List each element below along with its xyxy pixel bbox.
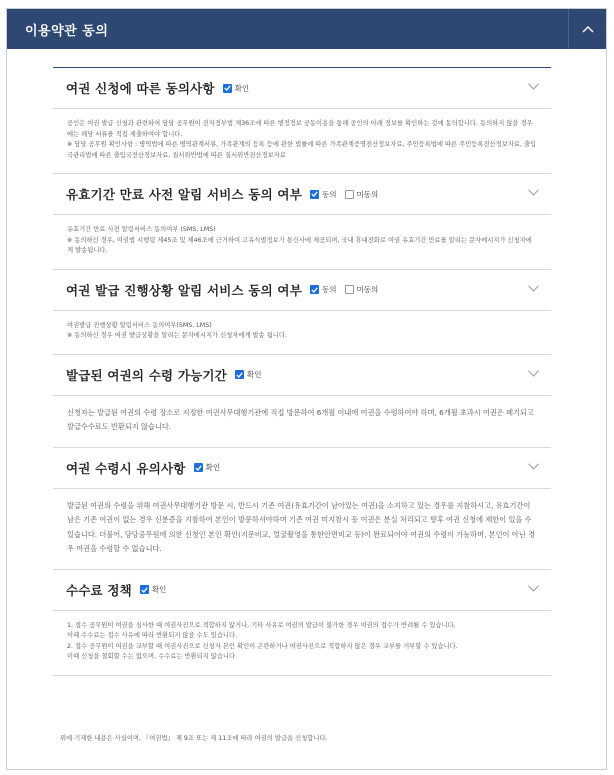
chevron-up-icon bbox=[582, 25, 594, 33]
consent-options bbox=[140, 584, 175, 595]
section-header[interactable] bbox=[53, 570, 551, 611]
checkbox-checked[interactable] bbox=[310, 285, 319, 294]
consent-options bbox=[310, 284, 386, 295]
section-body-text: 발급된 여권의 수령을 위해 여권사무대행기관 방문 시, 반드시 기존 여권(유효기간이 남아있는 여권)을 소지하고 있는 경우를 지참하시고, 유효기간이 남은 기존 여권이 없는 경우 신분증을 지참하여 본인이 방문하셔야하며 기존 여권 미지참시 동 여권은 분실 처리되고 향후 여권 신청에 제한이 있을 수 있습니다. 더불어, 담당공무원에 의한 신청인 본인 확인(지문비교, 얼굴촬영을 통한안면비교 등)이 완료되어야 여권의 수령이 가능하며, 본인이 아닌 경우 여권을 수령할 수 없습니다. bbox=[67, 500, 535, 553]
consent-options bbox=[223, 83, 258, 94]
consent-options bbox=[235, 369, 270, 380]
terms-sections bbox=[53, 67, 551, 676]
chevron-down-icon[interactable] bbox=[528, 285, 539, 292]
checkbox-label[interactable]: 확인 bbox=[151, 585, 167, 594]
chevron-down-icon[interactable] bbox=[528, 463, 539, 470]
section-body-text: 공인은 여권 발급 신청과 관련하여 담당 공무원이 전자정부법 제36조에 따른 행정정보 공동이용을 통해 공인의 아래 정보를 확인하는 것에 동의합니다. 동의하지 않을 경우에는 해당 서류를 직접 제출하여야 합니다. ※ 담당 공무원 확인사항 : 병역법에 따른 병역관계서류, 가족관계의 등록 등에 관한 법률에 따른 가족관계증명전산정보자료, 주민등록법에 따른 주민등록전산정보자료, 출입국관리법에 따른 출입국전산정보자료, 질서위반법에 따른 질서위반전산정보자료 bbox=[67, 120, 537, 159]
checkbox-checked[interactable] bbox=[223, 84, 232, 93]
checkbox-checked[interactable] bbox=[310, 190, 319, 199]
chevron-down-icon[interactable] bbox=[528, 83, 539, 90]
section-title: 여권 신청에 따른 동의사항 bbox=[66, 81, 215, 96]
section-body bbox=[53, 489, 551, 570]
section-body bbox=[53, 311, 551, 355]
section-title: 발급된 여권의 수령 가능기간 bbox=[66, 367, 227, 383]
section-header[interactable] bbox=[53, 68, 551, 109]
consent-options bbox=[194, 462, 229, 473]
section-body bbox=[53, 109, 551, 174]
chevron-down-icon[interactable] bbox=[528, 585, 539, 592]
checkbox-checked[interactable] bbox=[235, 370, 244, 379]
section-body-text: 여권발급 진행상황 알림서비스 동의여부(SMS, LMS) ※ 동의하신 경우 여권 발급상황을 알리는 문자메시지가 신청자에게 발송 됩니다. bbox=[67, 321, 287, 339]
section-title: 유효기간 만료 사전 알림 서비스 동의 여부 bbox=[66, 187, 302, 202]
checkbox-label[interactable]: 미동의 bbox=[356, 189, 379, 199]
panel-header bbox=[7, 9, 606, 49]
checkbox-unchecked[interactable] bbox=[345, 190, 354, 199]
checkbox-label[interactable]: 확인 bbox=[246, 370, 262, 379]
section-body bbox=[53, 396, 551, 448]
section-title: 여권 수령시 유의사항 bbox=[66, 460, 186, 476]
section-body-text: 신청자는 발급된 여권의 수령 장소로 지정한 여권사무대행기관에 직접 방문하여 6개월 이내에 여권을 수령하여야 하며, 6개월 초과시 여권은 폐기되고 발급수수료도 반환되지 않습니다. bbox=[67, 407, 534, 431]
consent-options bbox=[310, 189, 386, 200]
checkbox-label[interactable]: 확인 bbox=[205, 463, 221, 472]
collapse-panel-button[interactable] bbox=[568, 9, 606, 49]
checkbox-label[interactable]: 확인 bbox=[234, 83, 250, 93]
checkbox-label[interactable]: 동의 bbox=[322, 285, 337, 294]
section-body-text: 1. 접수 공무원이 여권을 심사한 때 여권사진으로 적합하지 않거나, 기타 사유로 여권의 발급이 불가한 경우 여권의 접수가 반려될 수 있습니다. 이때 수수료는 접수 사유에 따라 반환되지 않을 수도 있습니다. 2. 접수 공무원이 여권을 교부할 때 여권사진으로 신청자 본인 확인이 곤란하거나 여권사진으로 적합하지 않은 경우 교부를 거부할 수 있습니다. 이때 신청을 철회할 수는 없으며, 수수료는 반환되지 않습니다. bbox=[67, 621, 458, 660]
chevron-down-icon[interactable] bbox=[528, 370, 539, 377]
checkbox-label[interactable]: 미동의 bbox=[356, 285, 379, 294]
section-title: 수수료 정책 bbox=[66, 582, 132, 598]
section-header[interactable] bbox=[53, 270, 551, 311]
checkbox-label[interactable]: 동의 bbox=[322, 189, 337, 199]
section-header[interactable] bbox=[53, 174, 551, 215]
section-body bbox=[53, 611, 551, 676]
checkbox-checked[interactable] bbox=[194, 463, 203, 472]
section-title: 여권 발급 진행상황 알림 서비스 동의 여부 bbox=[66, 282, 302, 298]
panel-title: 이용약관 동의 bbox=[25, 23, 109, 39]
chevron-down-icon[interactable] bbox=[528, 189, 539, 196]
section-header[interactable] bbox=[53, 448, 551, 489]
declaration-note: 위에 기재한 내용은 사실이며, 『여권법』 제 9조 또는 제 11조에 따라 여권의 발급을 신청합니다. bbox=[60, 735, 328, 742]
checkbox-checked[interactable] bbox=[140, 585, 149, 594]
section-header[interactable] bbox=[53, 355, 551, 396]
section-body bbox=[53, 215, 551, 270]
checkbox-unchecked[interactable] bbox=[345, 285, 354, 294]
section-body-text: 유효기간 만료 사전 알림서비스 동의여부 (SMS, LMS) ※ 동의하신 경우, 여권법 시행령 제45조 및 제46조에 근거하여 고유식별정보가 통신사에 제공되며, 국내 휴대전화로 여권 유효기간 만료를 알리는 문자메시지가 신청자에게 발송됩니다. bbox=[67, 226, 532, 254]
